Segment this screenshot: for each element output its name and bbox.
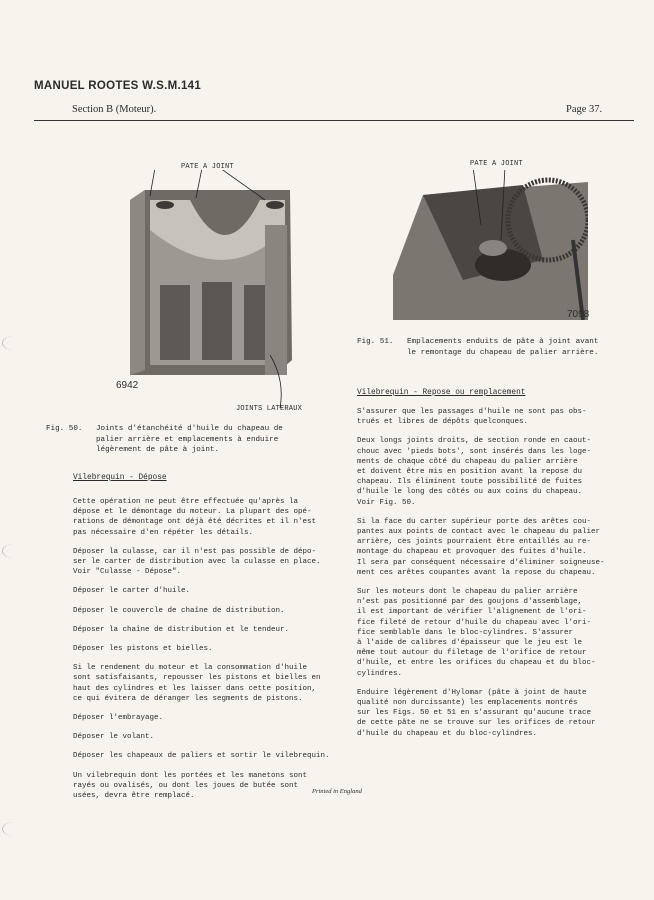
- text-line: même tout autour du filetage de l'orifice de retour: [357, 649, 587, 658]
- fig50-caption-line: légèrement de pâte à joint.: [96, 446, 220, 454]
- left-paragraph: [73, 751, 348, 761]
- text-line: ce qui évitera de déranger les segments de pistons.: [73, 694, 303, 703]
- text-line: usées, devra être remplacé.: [73, 792, 195, 801]
- left-paragraph: [73, 771, 348, 802]
- left-paragraph: [73, 644, 348, 654]
- fig51-caption-lead: Fig. 51.: [357, 338, 394, 346]
- text-line: pas nécessaire d'en répéter les détails.: [73, 528, 254, 537]
- left-paragraph: [73, 625, 348, 635]
- manual-title: MANUEL ROOTES W.S.M.141: [34, 80, 202, 92]
- left-column: [73, 497, 348, 810]
- text-line: Sur les moteurs dont le chapeau du palier arrière: [357, 588, 578, 597]
- right-paragraph: [357, 587, 642, 679]
- text-line: de cette pâte ne se trouve sur les orifices de retour: [357, 719, 596, 728]
- text-line: haut des cylindres et les laisser dans cette position,: [73, 684, 317, 693]
- text-line: d'huile le long des côtés ou aux coins du chapeau.: [357, 488, 583, 497]
- text-line: n'est pas positionné par des goujons d'assemblage,: [357, 598, 583, 607]
- text-line: sont satisfaisants, repousser les pistons et bielles en: [73, 674, 321, 683]
- text-line: Déposer les chapeaux de paliers et sortir le vilebrequin.: [73, 752, 330, 761]
- left-paragraph: [73, 732, 348, 742]
- text-line: ser le carter de distribution avec la culasse en place.: [73, 558, 321, 567]
- right-paragraph: [357, 688, 642, 739]
- text-line: trués et libres de dépôts quelconques.: [357, 418, 529, 427]
- left-paragraph: [73, 547, 348, 578]
- text-line: fice semblable dans le bloc-cylindres. S'assurer: [357, 628, 574, 637]
- right-paragraph: [357, 436, 642, 507]
- text-line: Enduire légèrement d'Hylomar (pâte à joint de haute: [357, 688, 587, 697]
- fig50-label-pate-a-joint: PATE A JOINT: [181, 163, 234, 171]
- fig51-label-pate-a-joint: PATE A JOINT: [470, 160, 523, 168]
- section-title: Section B (Moteur).: [72, 104, 157, 115]
- fig51-caption-line: le remontage du chapeau de palier arrière.: [407, 348, 599, 357]
- right-paragraph: [357, 517, 642, 578]
- fig51-caption-line: Emplacements enduits de pâte à joint avant: [407, 338, 599, 346]
- text-line: Voir Fig. 50.: [357, 498, 416, 507]
- text-line: fice fileté de retour d'huile du chapeau avec l'ori-: [357, 618, 592, 627]
- text-line: d'huile, et entre les orifices du chapeau et du bloc-: [357, 659, 596, 668]
- text-line: à l'aide de calibres d'épaisseur que le jeu est le: [357, 639, 583, 648]
- left-paragraph: [73, 586, 348, 596]
- left-paragraph: [73, 497, 348, 538]
- fig51-number: 7098: [567, 309, 590, 320]
- punch-hole-mark: [2, 544, 25, 558]
- left-heading: Vilebrequin - Dépose: [73, 474, 167, 482]
- text-line: ment ces arêtes coupantes avant la repose du chapeau.: [357, 568, 596, 577]
- text-line: d'huile du chapeau et du bloc-cylindres.: [357, 729, 538, 738]
- fig50-bearing-cap-photo: [110, 170, 310, 420]
- fig50-number: 6942: [116, 380, 139, 391]
- left-paragraph: [73, 606, 348, 616]
- text-line: et doivent être mis en position avant la repose du: [357, 468, 583, 477]
- text-line: qualité non durcissante) les emplacements montrés: [357, 699, 578, 708]
- text-line: Il sera par conséquent nécessaire d'éliminer soigneuse-: [357, 558, 605, 567]
- text-line: chouc avec 'pieds bots', sont insérés dans les loge-: [357, 447, 592, 456]
- fig50-caption-lead: Fig. 50.: [46, 425, 83, 433]
- right-paragraph: [357, 407, 642, 427]
- text-line: Déposer l'embrayage.: [73, 714, 164, 723]
- page-number: Page 37.: [566, 104, 603, 115]
- text-line: S'assurer que les passages d'huile ne sont pas obs-: [357, 408, 587, 416]
- text-line: Déposer la culasse, car il n'est pas possible de dépo-: [73, 547, 317, 556]
- text-line: Cette opération ne peut être effectuée qu'après la: [73, 498, 299, 506]
- text-line: Un vilebrequin dont les portées et les manetons sont: [73, 771, 308, 780]
- text-line: Deux longs joints droits, de section ronde en caout-: [357, 437, 592, 446]
- fig50-caption: [46, 424, 346, 456]
- footer-printed: Printed in England: [312, 788, 362, 795]
- text-line: Déposer les pistons et bielles.: [73, 645, 213, 654]
- text-line: Déposer le volant.: [73, 733, 155, 742]
- punch-hole-mark: [2, 336, 25, 350]
- fig50-caption-line: palier arrière et emplacements à enduire: [96, 435, 279, 444]
- text-line: Déposer la chaîne de distribution et le tendeur.: [73, 625, 290, 634]
- right-column: [357, 407, 642, 748]
- text-line: pantes aux points de contact avec le chapeau du palier: [357, 528, 601, 537]
- text-line: sur les Figs. 50 et 51 en s'assurant qu'aucune trace: [357, 709, 592, 718]
- text-line: dépose et le démontage du moteur. La plupart des opé-: [73, 508, 312, 517]
- text-line: Déposer le carter d'huile.: [73, 587, 191, 596]
- left-paragraph: [73, 713, 348, 723]
- text-line: Déposer le couvercle de chaîne de distribution.: [73, 606, 285, 615]
- left-paragraph: [73, 663, 348, 704]
- right-heading: Vilebrequin - Repose ou remplacement: [357, 389, 526, 397]
- text-line: arrière, ces joints pourraient être entaillés au re-: [357, 538, 592, 547]
- text-line: cylindres.: [357, 669, 403, 678]
- text-line: Voir "Culasse - Dépose".: [73, 568, 182, 577]
- punch-hole-mark: [2, 822, 25, 836]
- text-line: rations de démontage ont déjà été décrites et il n'est: [73, 518, 317, 527]
- text-line: il est important de vérifier l'alignement de l'ori-: [357, 608, 587, 617]
- text-line: montage du chapeau et provoquer des fuites d'huile.: [357, 548, 587, 557]
- fig51-caption: [357, 337, 647, 358]
- fig50-caption-line: Joints d'étanchéité d'huile du chapeau de: [96, 425, 283, 433]
- text-line: chapeau. Ils éliminent toute possibilité de fuites: [357, 478, 583, 487]
- text-line: Si la face du carter supérieur porte des arêtes cou-: [357, 517, 592, 526]
- header-rule: [34, 120, 634, 121]
- fig50-label-joints-lateraux: JOINTS LATERAUX: [236, 405, 303, 413]
- text-line: Si le rendement du moteur et la consommation d'huile: [73, 664, 308, 673]
- text-line: rayés ou ovalisés, ou dont les joues de butée sont: [73, 781, 299, 790]
- text-line: ments de chaque côté du chapeau du palier arrière: [357, 457, 578, 466]
- fig51-engine-photo: [393, 170, 588, 320]
